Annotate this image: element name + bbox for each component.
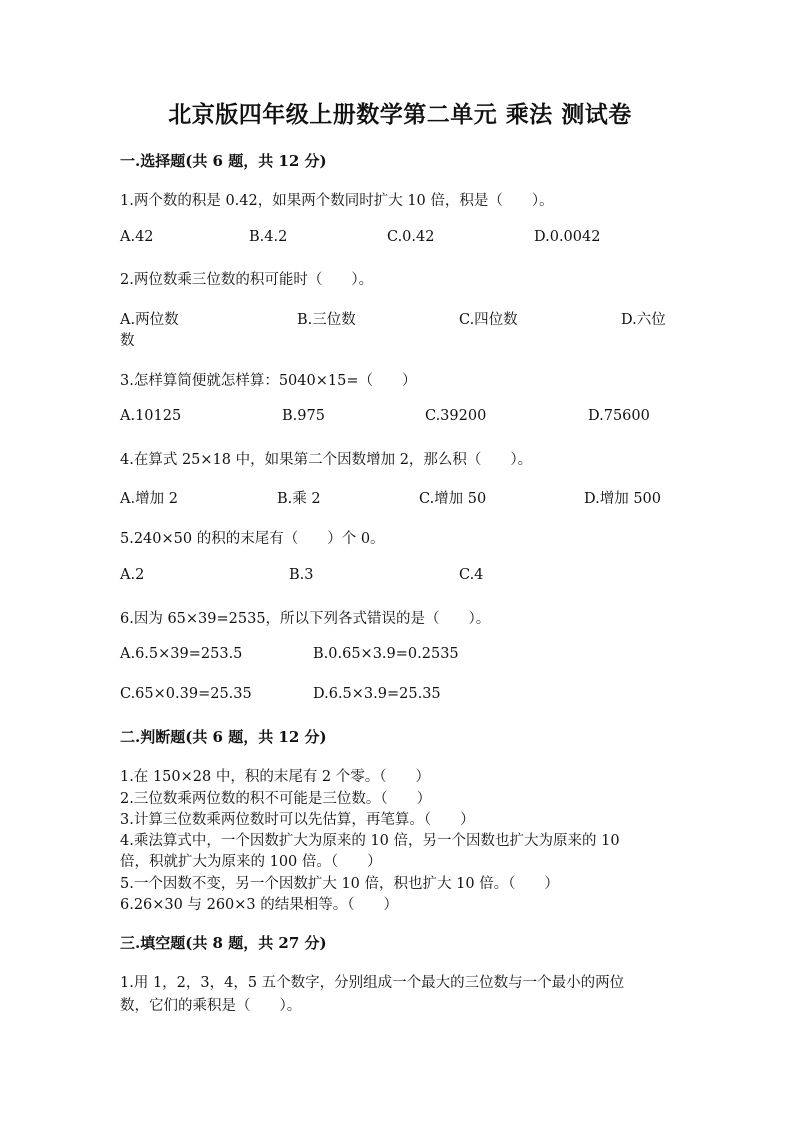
- section-heading-choice: 一.选择题(共 6 题，共 12 分): [120, 152, 327, 170]
- section-heading-judgement: 二.判断题(共 6 题，共 12 分): [120, 728, 327, 746]
- option-b: B.0.65×3.9=0.2535: [313, 646, 459, 662]
- exam-title: 北京版四年级上册数学第二单元 乘法 测试卷: [168, 101, 632, 128]
- judgement-line: 6.26×30 与 260×3 的结果相等。（ ）: [120, 897, 399, 913]
- fill-line: 1.用 1，2，3，4，5 五个数字，分别组成一个最大的三位数与一个最小的两位: [120, 975, 625, 991]
- judgement-line: 2.三位数乘两位数的积不可能是三位数。（ ）: [120, 791, 432, 807]
- option-d-wrap: 数: [120, 333, 135, 349]
- option-d: D.0.0042: [534, 229, 601, 245]
- judgement-line: 1.在 150×28 中，积的末尾有 2 个零。（ ）: [120, 769, 431, 785]
- question-stem: 4.在算式 25×18 中，如果第二个因数增加 2，那么积（ ）。: [120, 452, 533, 468]
- option-b: B.4.2: [249, 229, 288, 245]
- question-stem: 3.怎样算简便就怎样算：5040×15=（ ）: [120, 373, 417, 389]
- judgement-line: 5.一个因数不变，另一个因数扩大 10 倍，积也扩大 10 倍。（ ）: [120, 876, 559, 892]
- option-d: D.六位: [621, 312, 666, 328]
- question-stem: 6.因为 65×39=2535，所以下列各式错误的是（ ）。: [120, 611, 491, 627]
- option-a: A.两位数: [120, 312, 179, 328]
- option-c: C.39200: [425, 408, 487, 424]
- option-d: D.增加 500: [584, 491, 662, 507]
- option-a: A.6.5×39=253.5: [120, 646, 243, 662]
- fill-line: 数，它们的乘积是（ ）。: [120, 998, 302, 1014]
- judgement-line: 倍，积就扩大为原来的 100 倍。（ ）: [120, 854, 382, 870]
- option-a: A.42: [120, 229, 154, 245]
- option-a: A.增加 2: [120, 491, 178, 507]
- option-c: C.增加 50: [419, 491, 487, 507]
- option-b: B.三位数: [297, 312, 356, 328]
- judgement-line: 4.乘法算式中，一个因数扩大为原来的 10 倍，另一个因数也扩大为原来的 10: [120, 833, 620, 849]
- question-stem: 5.240×50 的积的末尾有（ ）个 0。: [120, 531, 385, 547]
- judgement-line: 3.计算三位数乘两位数时可以先估算，再笔算。（ ）: [120, 812, 475, 828]
- option-c: C.4: [459, 567, 484, 583]
- option-c: C.65×0.39=25.35: [120, 686, 252, 702]
- question-stem: 2.两位数乘三位数的积可能时（ ）。: [120, 272, 374, 288]
- option-b: B.975: [282, 408, 325, 424]
- option-b: B.3: [289, 567, 314, 583]
- option-a: A.10125: [120, 408, 182, 424]
- option-a: A.2: [120, 567, 145, 583]
- section-heading-fill: 三.填空题(共 8 题，共 27 分): [120, 934, 327, 952]
- question-stem: 1.两个数的积是 0.42，如果两个数同时扩大 10 倍，积是（ ）。: [120, 193, 554, 209]
- option-d: D.75600: [588, 408, 650, 424]
- option-c: C.四位数: [459, 312, 518, 328]
- option-d: D.6.5×3.9=25.35: [313, 686, 441, 702]
- option-b: B.乘 2: [277, 491, 321, 507]
- option-c: C.0.42: [387, 229, 435, 245]
